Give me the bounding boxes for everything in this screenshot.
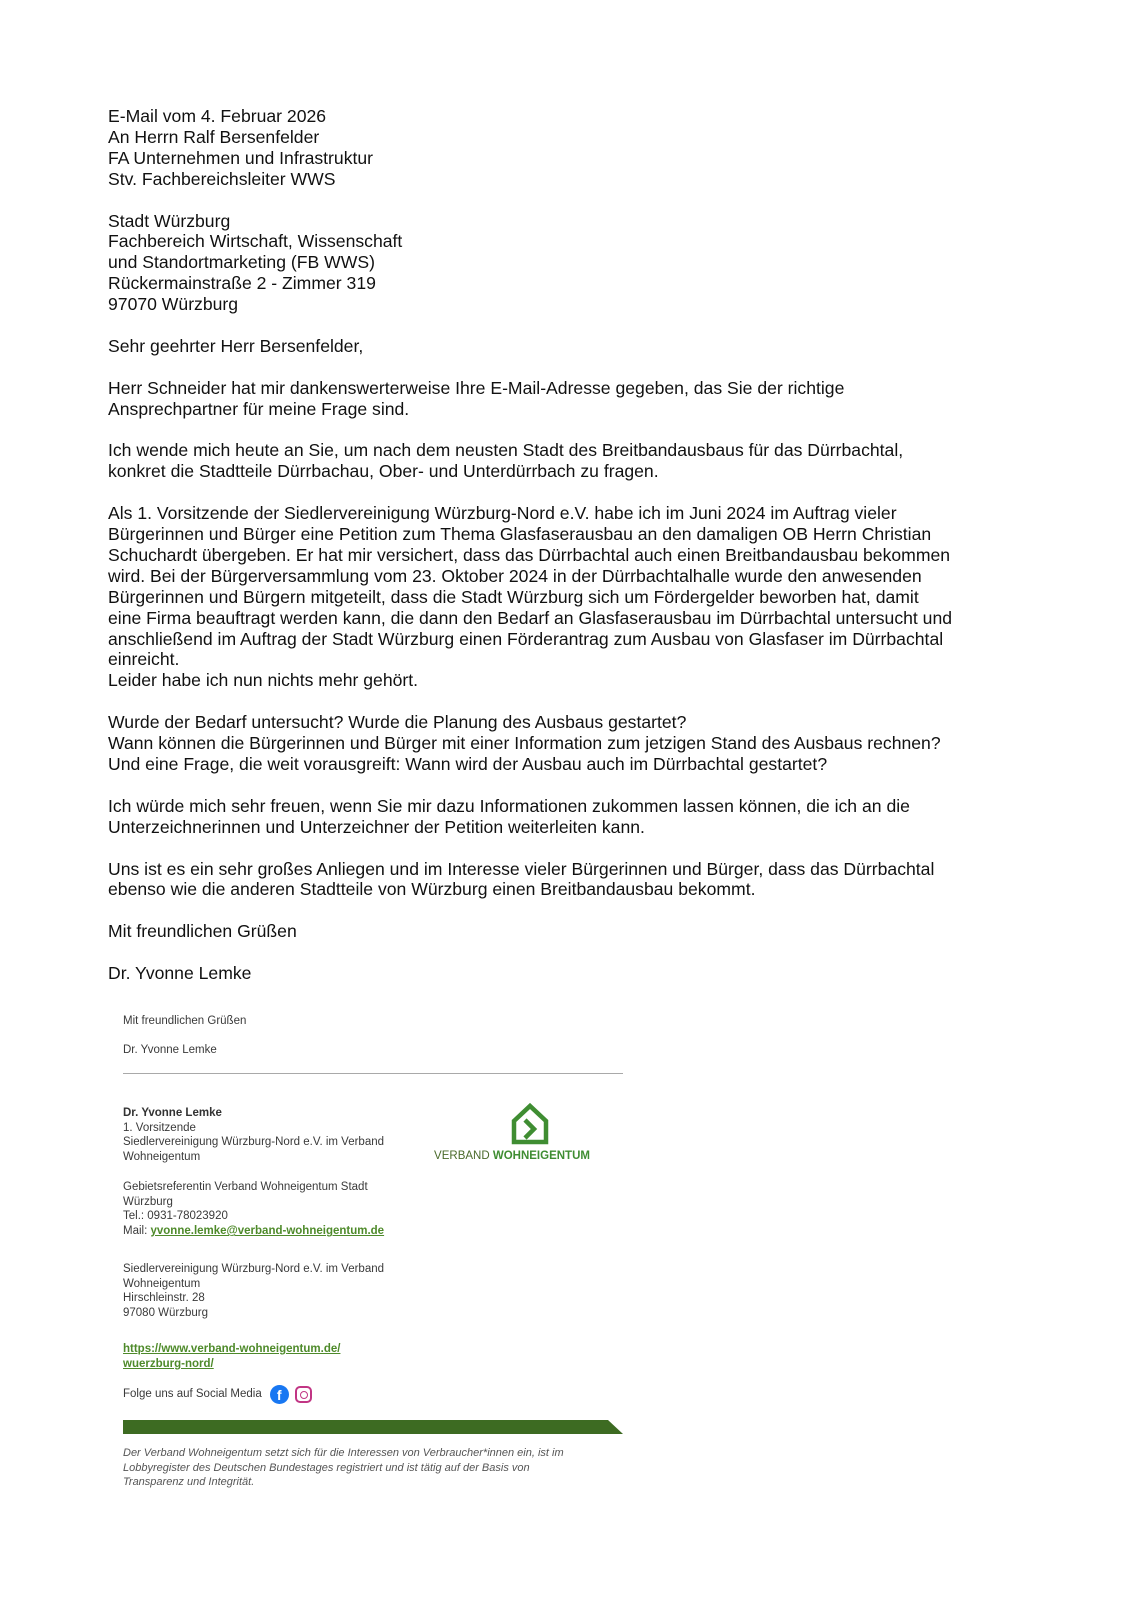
text-line: konkret die Stadtteile Dürrbachau, Ober- und Unterdürrbach zu fragen. <box>108 461 659 482</box>
text-line: anschließend im Auftrag der Stadt Würzburg einen Förderantrag zum Ausbau von Glasfaser im Dürrbachtal <box>108 628 944 649</box>
signature-contact-block <box>123 1180 423 1239</box>
paragraph-3 <box>108 503 1038 691</box>
text-line: einreicht. <box>108 649 180 670</box>
text-line: Ich wende mich heute an Sie, um nach dem neusten Stadt des Breitbandausbaus für das Dürrbachtal, <box>108 440 904 461</box>
logo-text-plain: VERBAND <box>434 1150 493 1162</box>
signature-address-block <box>123 1262 423 1321</box>
paragraph-4 <box>108 712 1038 775</box>
text-line: Wurde der Bedarf untersucht? Wurde die Planung des Ausbaus gestartet? <box>108 712 687 733</box>
text-line: Bürgerinnen und Bürgern mitgeteilt, dass die Stadt Würzburg sich um Fördergelder beworben hat, damit <box>108 586 919 607</box>
signature-phone: Tel.: 0931-78023920 <box>123 1210 228 1223</box>
author-name: Dr. Yvonne Lemke <box>108 963 252 983</box>
recipient-department: FA Unternehmen und Infrastruktur <box>108 147 374 168</box>
text-line: Ansprechpartner für meine Frage sind. <box>108 398 410 419</box>
signature-name-block <box>123 1106 423 1165</box>
signature-divider <box>123 1073 623 1074</box>
signature-greeting-name: Dr. Yvonne Lemke <box>123 1044 217 1056</box>
text-line: Und eine Frage, die weit vorausgreift: Wann wird der Ausbau auch im Dürrbachtal gestartet? <box>108 754 828 774</box>
text-line: Herr Schneider hat mir dankenswerterweise Ihre E-Mail-Adresse gegeben, das Sie der richtige <box>108 377 845 398</box>
address-line: und Standortmarketing (FB WWS) <box>108 252 375 273</box>
green-band-divider <box>123 1420 623 1434</box>
address-line: Rückermainstraße 2 - Zimmer 319 <box>108 273 376 294</box>
text-line: ebenso wie die anderen Stadtteile von Würzburg einen Breitbandausbau bekommt. <box>108 879 756 900</box>
facebook-icon[interactable]: f <box>270 1385 289 1404</box>
paragraph-5 <box>108 796 1038 838</box>
signature-website <box>123 1342 423 1371</box>
disclaimer-line: Lobbyregister des Deutschen Bundestages registriert und ist tätig auf der Basis von <box>123 1461 530 1474</box>
mail-link[interactable]: yvonne.lemke@verband-wohneigentum.de <box>150 1225 385 1238</box>
verband-wohneigentum-logo[interactable] <box>432 1101 592 1164</box>
salutation: Sehr geehrter Herr Bersenfelder, <box>108 335 364 356</box>
signature-org: Siedlervereinigung Würzburg-Nord e.V. im Verband <box>123 1136 385 1149</box>
signature-disclaimer <box>123 1446 623 1490</box>
signature-city: 97080 Würzburg <box>123 1307 209 1320</box>
paragraph-6 <box>108 859 1038 901</box>
house-logo-icon <box>510 1101 550 1145</box>
signature-role-2: Gebietsreferentin Verband Wohneigentum Stadt <box>123 1181 368 1193</box>
signature-name: Dr. Yvonne Lemke <box>123 1107 222 1119</box>
signature-org-2: Wohneigentum <box>123 1277 201 1290</box>
email-header <box>108 106 1038 190</box>
paragraph-2 <box>108 440 1038 482</box>
text-line: Bürgerinnen und Bürger eine Petition zum Thema Glasfaserausbau an den damaligen OB Herrn Christian <box>108 524 932 545</box>
instagram-icon[interactable] <box>295 1386 312 1403</box>
text-line: Als 1. Vorsitzende der Siedlervereinigung Würzburg-Nord e.V. habe ich im Juni 2024 im Auftrag vieler <box>108 503 897 524</box>
text-line: wird. Bei der Bürgerversammlung vom 23. Oktober 2024 in der Dürrbachtalhalle wurde den anwesenden <box>108 565 922 586</box>
website-link[interactable] <box>123 1343 340 1370</box>
signature-role: 1. Vorsitzende <box>123 1121 196 1134</box>
text-line: Wann können die Bürgerinnen und Bürger mit einer Information zum jetzigen Stand des Ausbaus rechnen? <box>108 733 941 754</box>
logo-text <box>432 1149 592 1164</box>
text-line: Ich würde mich sehr freuen, wenn Sie mir dazu Informationen zukommen lassen können, die ich an die <box>108 795 910 816</box>
text-line: Schuchardt übergeben. Er hat mir versichert, dass das Dürrbachtal auch einen Breitbandausbau bekommen <box>108 544 951 565</box>
signature-greeting: Mit freundlichen Grüßen <box>123 1015 247 1027</box>
social-media-row <box>123 1385 312 1404</box>
paragraph-1 <box>108 378 1038 420</box>
closing: Mit freundlichen Grüßen <box>108 921 297 942</box>
recipient-name: An Herrn Ralf Bersenfelder <box>108 126 320 147</box>
signature-org-2: Siedlervereinigung Würzburg-Nord e.V. im Verband <box>123 1263 385 1275</box>
website-link-line: https://www.verband-wohneigentum.de/ <box>123 1343 341 1355</box>
address-line: Stadt Würzburg <box>108 210 231 231</box>
disclaimer-line: Der Verband Wohneigentum setzt sich für die Interessen von Verbraucher*innen ein, ist im <box>123 1447 564 1459</box>
disclaimer-line: Transparenz und Integrität. <box>123 1476 255 1488</box>
text-line: eine Firma beauftragt werden kann, die dann den Bedarf an Glasfaserausbau im Dürrbachtal untersucht und <box>108 607 953 628</box>
logo-text-bold: WOHNEIGENTUM <box>492 1150 590 1162</box>
recipient-address <box>108 211 1038 316</box>
signature-street: Hirschleinstr. 28 <box>123 1292 205 1305</box>
text-line: Leider habe ich nun nichts mehr gehört. <box>108 670 419 691</box>
website-link-line: wuerzburg-nord/ <box>123 1357 214 1370</box>
address-line: 97070 Würzburg <box>108 294 239 315</box>
recipient-title: Stv. Fachbereichsleiter WWS <box>108 168 336 189</box>
mail-label: Mail: <box>123 1225 148 1238</box>
signature-org: Wohneigentum <box>123 1151 201 1164</box>
letter-body <box>108 106 1038 1005</box>
text-line: Unterzeichnerinnen und Unterzeichner der Petition weiterleiten kann. <box>108 816 645 837</box>
social-label: Folge uns auf Social Media <box>123 1388 262 1401</box>
text-line: Uns ist es ein sehr großes Anliegen und im Interesse vieler Bürgerinnen und Bürger, dass das Dürrbachtal <box>108 858 935 879</box>
signature-role-2: Würzburg <box>123 1195 173 1208</box>
address-line: Fachbereich Wirtschaft, Wissenschaft <box>108 231 403 252</box>
email-date: E-Mail vom 4. Februar 2026 <box>108 106 327 126</box>
